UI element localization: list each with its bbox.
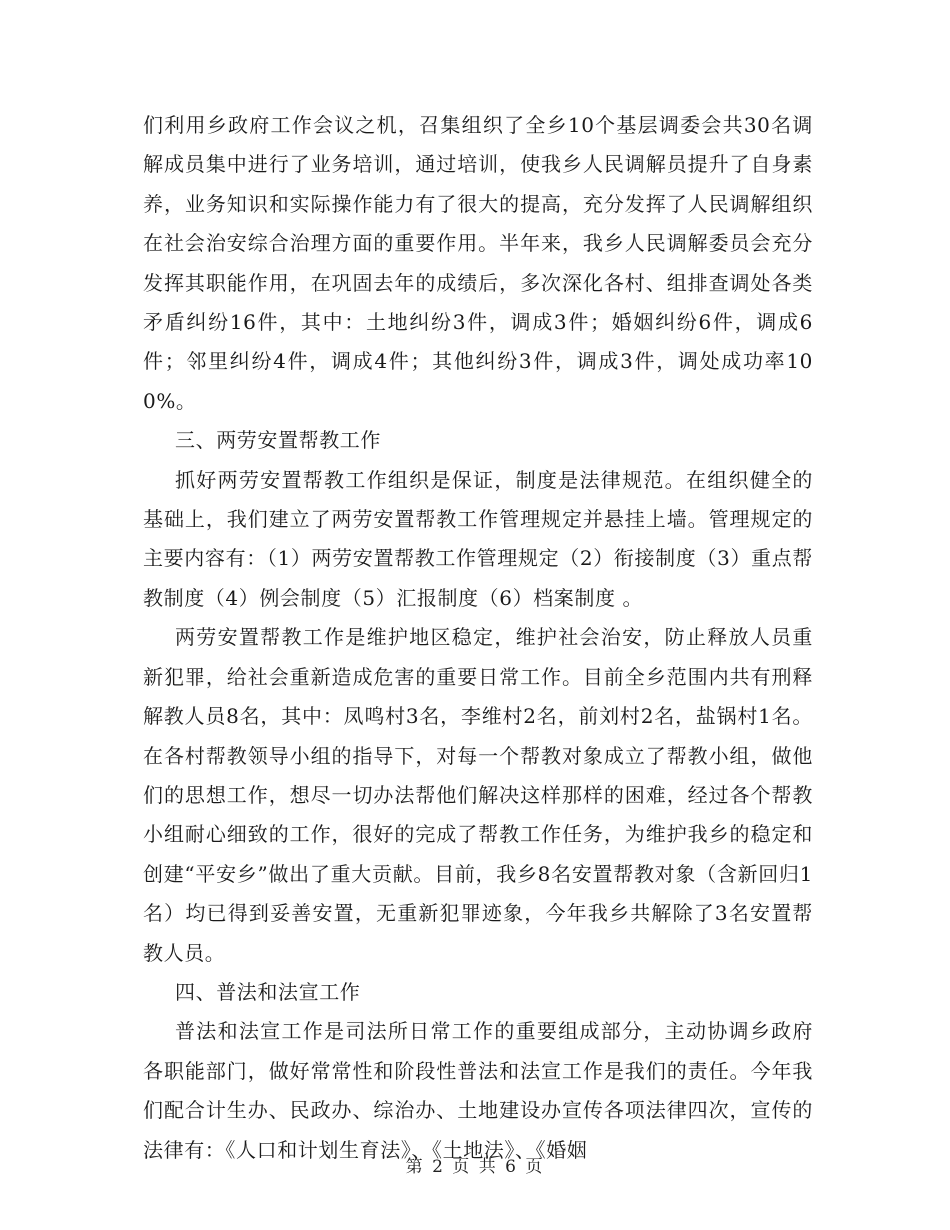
- paragraph-legal-publicity: 普法和法宣工作是司法所日常工作的重要组成部分，主动协调乡政府各职能部门，做好常常性和阶段性普法和法宣工作是我们的责任。今年我们配合计生办、民政办、综治办、土地建设办宣传各项法律四次，宣传的法律有：《人口和计划生育法》、《土地法》、《婚姻: [143, 1019, 813, 1162]
- paragraph-resettlement-rules: 抓好两劳安置帮教工作组织是保证，制度是法律规范。在组织健全的基础上，我们建立了两劳安置帮教工作管理规定并悬挂上墙。管理规定的主要内容有：（1）两劳安置帮教工作管理规定（2）衔接制度（3）重点帮教制度（4）例会制度（5）汇报制度（6）档案制度 。: [143, 467, 813, 610]
- section-heading-resettlement: 三、两劳安置帮教工作: [175, 428, 381, 453]
- page-number-footer: 第 2 页 共 6 页: [405, 1157, 545, 1177]
- paragraph-mediation-summary: 们利用乡政府工作会议之机，召集组织了全乡10个基层调委会共30名调解成员集中进行了业务培训，通过培训，使我乡人民调解员提升了自身素养，业务知识和实际操作能力有了很大的提高，充分发挥了人民调解组织在社会治安综合治理方面的重要作用。半年来，我乡人民调解委员会充分发挥其职能作用，在巩固去年的成绩后，多次深化各村、组排查调处各类矛盾纠纷16件，其中：土地纠纷3件，调成3件；婚姻纠纷6件，调成6件；邻里纠纷4件，调成4件；其他纠纷3件，调成3件，调处成功率100%。: [143, 113, 813, 413]
- section-heading-legal-publicity: 四、普法和法宣工作: [175, 979, 361, 1004]
- paragraph-resettlement-work: 两劳安置帮教工作是维护地区稳定，维护社会治安，防止释放人员重新犯罪，给社会重新造成危害的重要日常工作。目前全乡范围内共有刑释解教人员8名，其中：凤鸣村3名，李维村2名，前刘村2名，盐锅村1名。在各村帮教领导小组的指导下，对每一个帮教对象成立了帮教小组，做他们的思想工作，想尽一切办法帮他们解决这样那样的困难，经过各个帮教小组耐心细致的工作，很好的完成了帮教工作任务，为维护我乡的稳定和创建“平安乡”做出了重大贡献。目前，我乡8名安置帮教对象（含新回归1名）均已得到妥善安置，无重新犯罪迹象，今年我乡共解除了3名安置帮教人员。: [143, 625, 813, 965]
- document-body: [143, 106, 813, 1170]
